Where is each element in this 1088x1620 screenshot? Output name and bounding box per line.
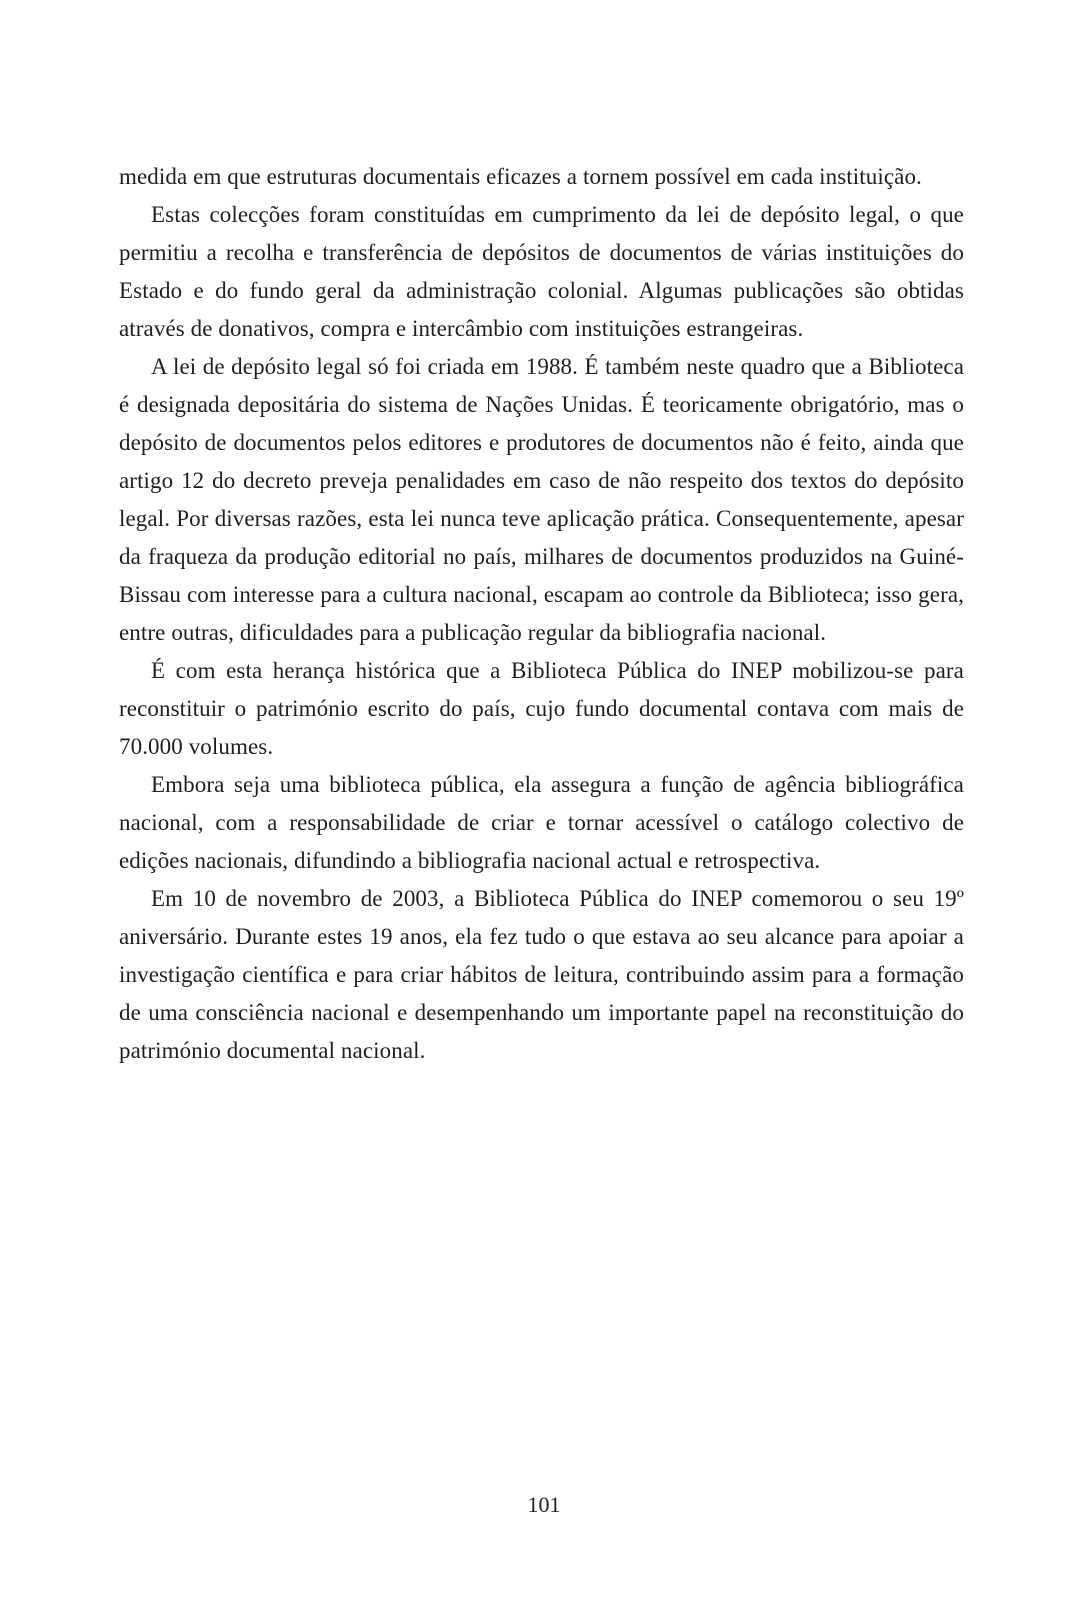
paragraph: Embora seja uma biblioteca pública, ela assegura a função de agência bibliográfica nacional, com a responsabilidade de criar e tornar acessível o catálogo colectivo de edições nacionais, difundindo a bibliografia nacional actual e retrospectiva. xyxy=(119,772,964,873)
body-text xyxy=(119,158,964,1070)
paragraph-continuation: medida em que estruturas documentais eficazes a tornem possível em cada instituição. xyxy=(119,164,922,189)
paragraph: Estas colecções foram constituídas em cumprimento da lei de depósito legal, o que permitiu a recolha e transferência de depósitos de documentos de várias instituições do Estado e do fundo geral da administração colonial. Algumas publicações são obtidas através de donativos, compra e intercâmbio com instituições estrangeiras. xyxy=(119,202,964,341)
paragraph: É com esta herança histórica que a Biblioteca Pública do INEP mobilizou-se para reconstituir o património escrito do país, cujo fundo documental contava com mais de 70.000 volumes. xyxy=(119,658,964,759)
paragraph: A lei de depósito legal só foi criada em 1988. É também neste quadro que a Biblioteca é designada depositária do sistema de Nações Unidas. É teoricamente obrigatório, mas o depósito de documentos pelos editores e produtores de documentos não é feito, ainda que artigo 12 do decreto preveja penalidades em caso de não respeito dos textos do depósito legal. Por diversas razões, esta lei nunca teve aplicação prática. Consequentemente, apesar da fraqueza da produção editorial no país, milhares de documentos produzidos na Guiné-Bissau com interesse para a cultura nacional, escapam ao controle da Biblioteca; isso gera, entre outras, dificuldades para a publicação regular da bibliografia nacional. xyxy=(119,354,964,645)
paragraph: Em 10 de novembro de 2003, a Biblioteca Pública do INEP comemorou o seu 19º aniversário. Durante estes 19 anos, ela fez tudo o que estava ao seu alcance para apoiar a investigação científica e para criar hábitos de leitura, contribuindo assim para a formação de uma consciência nacional e desempenhando um importante papel na reconstituição do património documental nacional. xyxy=(119,886,964,1063)
page-number: 101 xyxy=(527,1492,561,1517)
